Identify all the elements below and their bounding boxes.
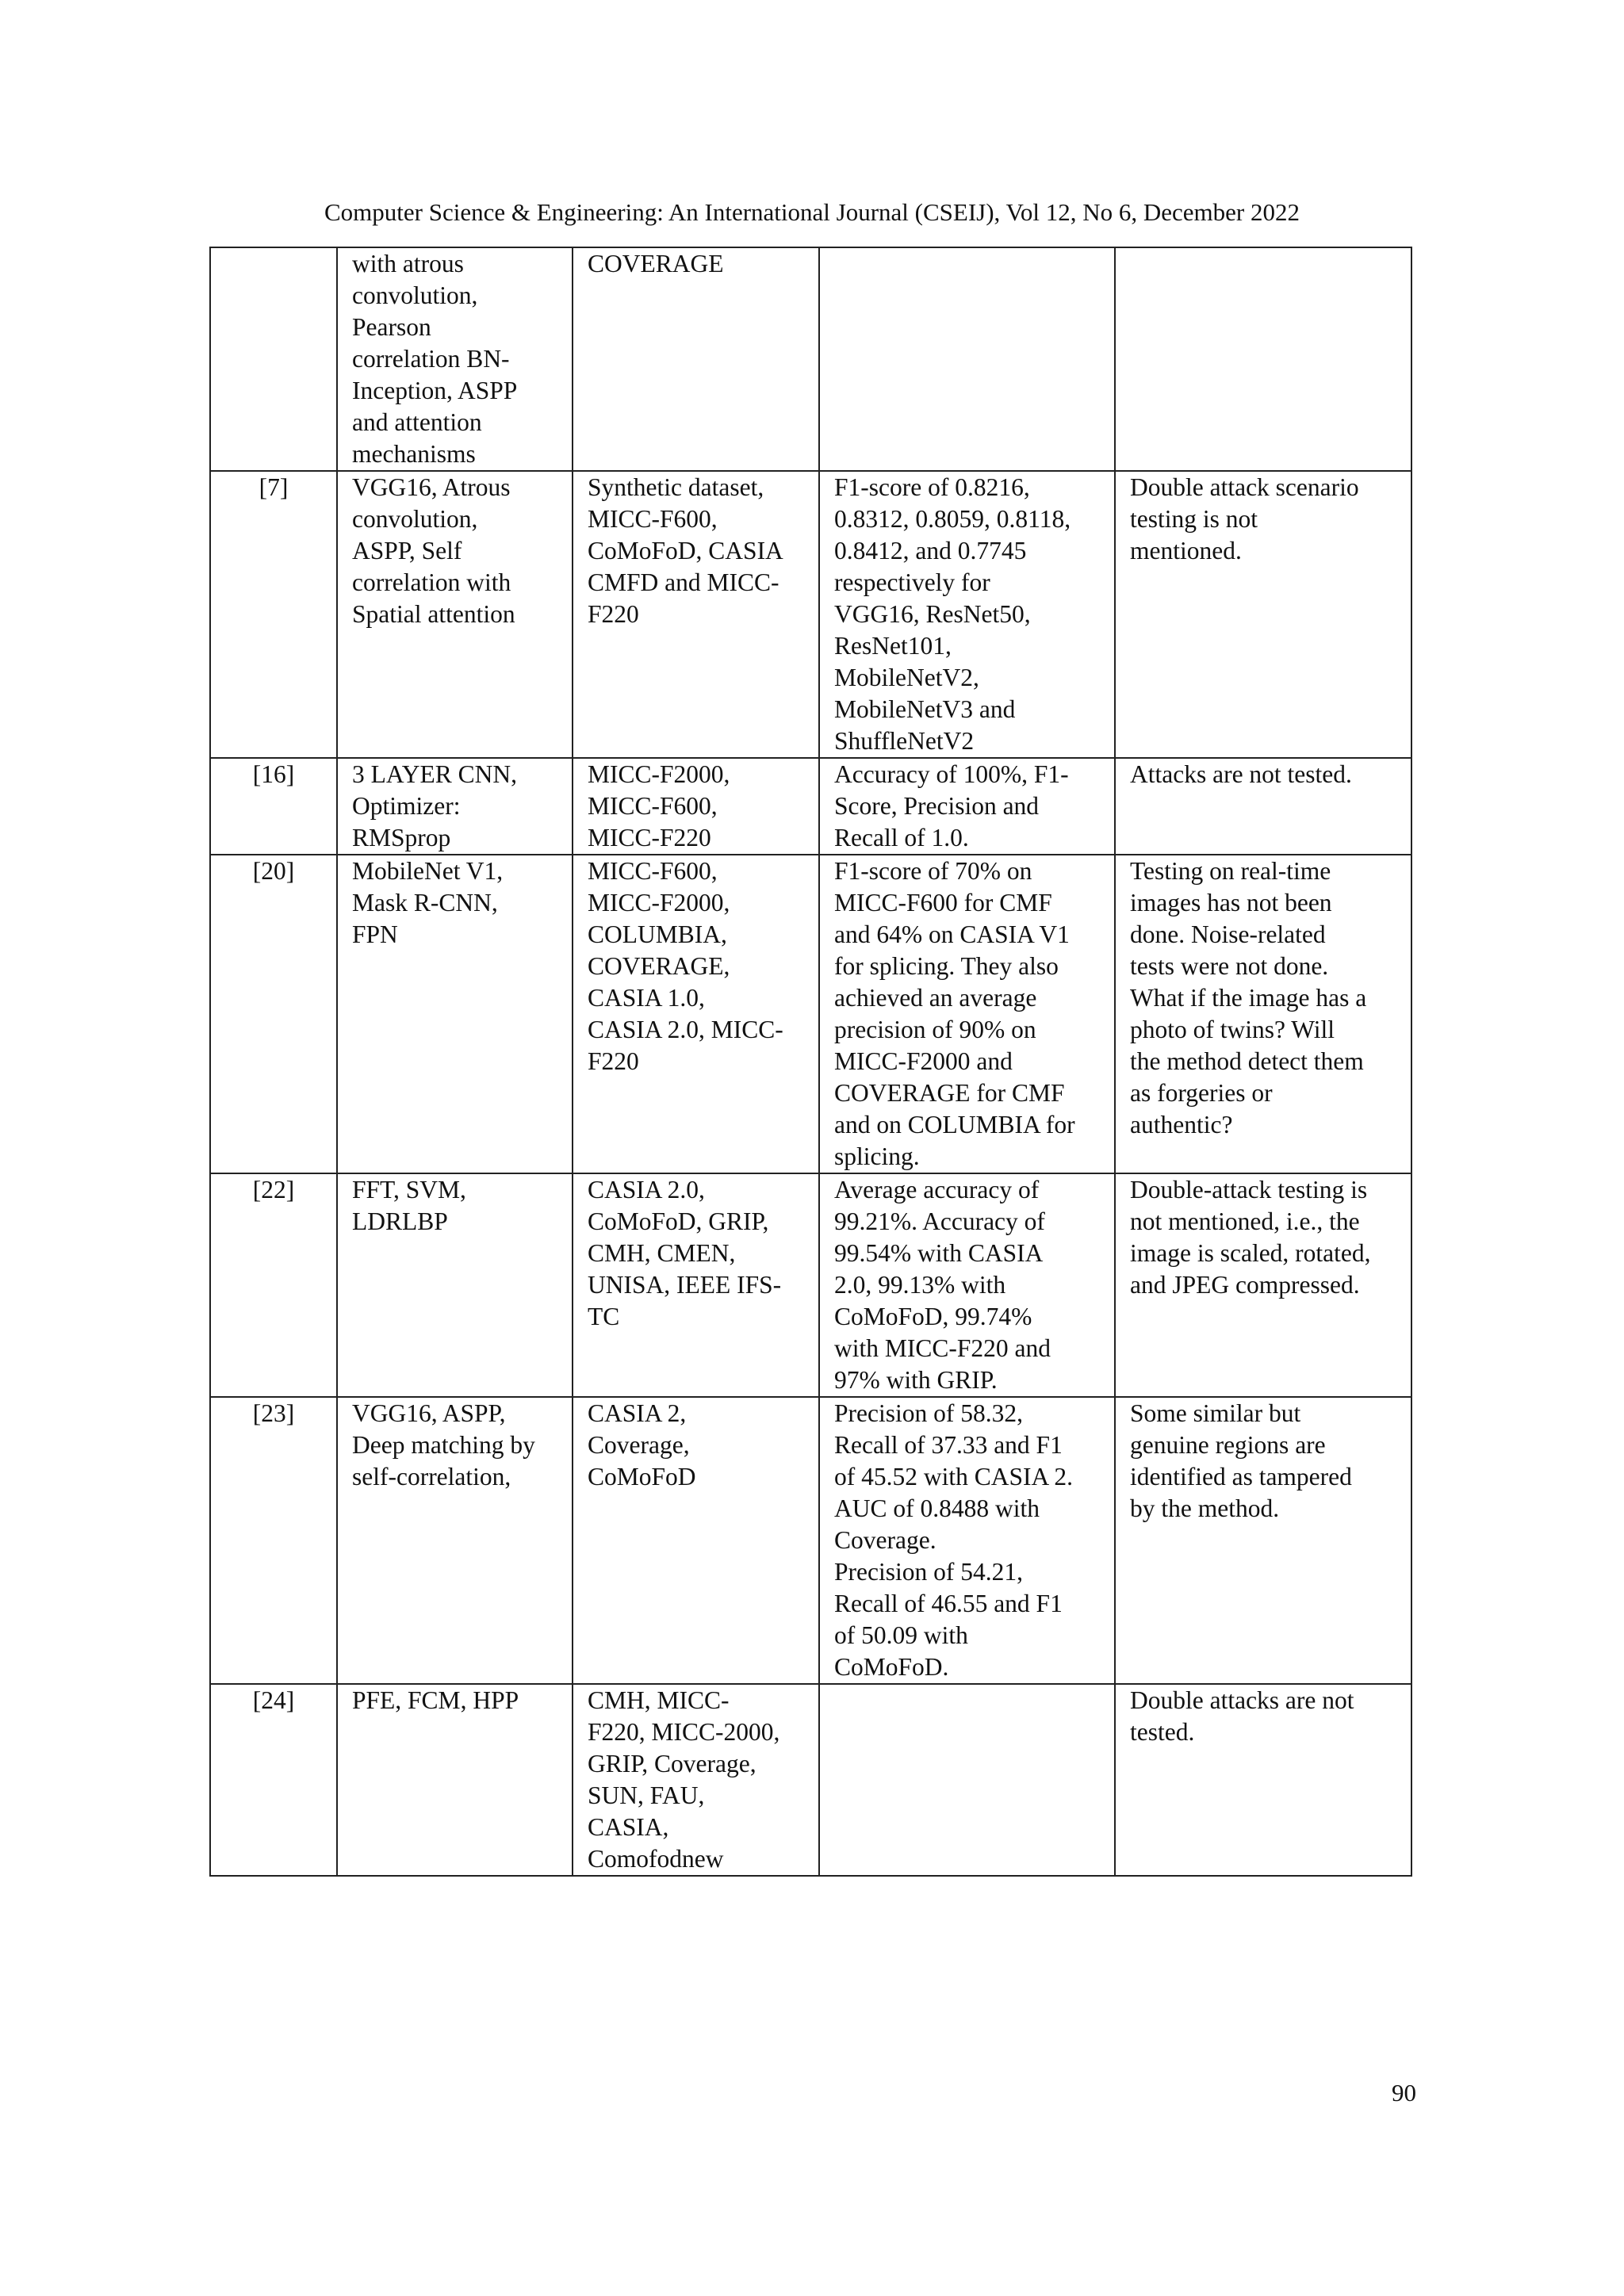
results-cell bbox=[819, 1684, 1115, 1876]
results-cell: Precision of 58.32, Recall of 37.33 and F1 of 45.52 with CASIA 2. AUC of 0.8488 with Coverage. Precision of 54.21, Recall of 46.55 and F1 of 50.09 with CoMoFoD. bbox=[819, 1397, 1115, 1684]
table-row bbox=[210, 1684, 1411, 1876]
page-number: 90 bbox=[1392, 2079, 1416, 2107]
method-cell: MobileNet V1, Mask R-CNN, FPN bbox=[337, 855, 573, 1173]
reference-cell: [16] bbox=[210, 758, 337, 855]
datasets-cell: MICC-F2000, MICC-F600, MICC-F220 bbox=[573, 758, 819, 855]
limitations-cell: Attacks are not tested. bbox=[1115, 758, 1411, 855]
results-cell: F1-score of 0.8216, 0.8312, 0.8059, 0.8118, 0.8412, and 0.7745 respectively for VGG16, ResNet50, ResNet101, MobileNetV2, MobileNetV3 and ShuffleNetV2 bbox=[819, 471, 1115, 758]
table-row bbox=[210, 1397, 1411, 1684]
table-row bbox=[210, 471, 1411, 758]
limitations-cell: Double attacks are not tested. bbox=[1115, 1684, 1411, 1876]
reference-cell: [24] bbox=[210, 1684, 337, 1876]
table-row bbox=[210, 247, 1411, 471]
literature-comparison-table bbox=[209, 247, 1412, 1877]
datasets-cell: CASIA 2.0, CoMoFoD, GRIP, CMH, CMEN, UNISA, IEEE IFS- TC bbox=[573, 1173, 819, 1397]
reference-cell: [7] bbox=[210, 471, 337, 758]
running-header: Computer Science & Engineering: An International Journal (CSEIJ), Vol 12, No 6, December 2022 bbox=[324, 198, 1300, 226]
datasets-cell: Synthetic dataset, MICC-F600, CoMoFoD, CASIA CMFD and MICC- F220 bbox=[573, 471, 819, 758]
limitations-cell: Some similar but genuine regions are identified as tampered by the method. bbox=[1115, 1397, 1411, 1684]
reference-cell: [23] bbox=[210, 1397, 337, 1684]
limitations-cell: Testing on real-time images has not been done. Noise-related tests were not done. What if the image has a photo of twins? Will the method detect them as forgeries or authentic? bbox=[1115, 855, 1411, 1173]
limitations-cell bbox=[1115, 247, 1411, 471]
method-cell: with atrous convolution, Pearson correlation BN- Inception, ASPP and attention mechanisms bbox=[337, 247, 573, 471]
reference-cell bbox=[210, 247, 337, 471]
method-cell: VGG16, Atrous convolution, ASPP, Self correlation with Spatial attention bbox=[337, 471, 573, 758]
limitations-cell: Double attack scenario testing is not mentioned. bbox=[1115, 471, 1411, 758]
table-row bbox=[210, 855, 1411, 1173]
results-cell: F1-score of 70% on MICC-F600 for CMF and 64% on CASIA V1 for splicing. They also achieved an average precision of 90% on MICC-F2000 and COVERAGE for CMF and on COLUMBIA for splicing. bbox=[819, 855, 1115, 1173]
results-cell: Average accuracy of 99.21%. Accuracy of 99.54% with CASIA 2.0, 99.13% with CoMoFoD, 99.74% with MICC-F220 and 97% with GRIP. bbox=[819, 1173, 1115, 1397]
datasets-cell: MICC-F600, MICC-F2000, COLUMBIA, COVERAGE, CASIA 1.0, CASIA 2.0, MICC- F220 bbox=[573, 855, 819, 1173]
results-cell: Accuracy of 100%, F1- Score, Precision and Recall of 1.0. bbox=[819, 758, 1115, 855]
limitations-cell: Double-attack testing is not mentioned, i.e., the image is scaled, rotated, and JPEG compressed. bbox=[1115, 1173, 1411, 1397]
table-row bbox=[210, 758, 1411, 855]
method-cell: PFE, FCM, HPP bbox=[337, 1684, 573, 1876]
reference-cell: [22] bbox=[210, 1173, 337, 1397]
reference-cell: [20] bbox=[210, 855, 337, 1173]
table-row bbox=[210, 1173, 1411, 1397]
datasets-cell: COVERAGE bbox=[573, 247, 819, 471]
datasets-cell: CASIA 2, Coverage, CoMoFoD bbox=[573, 1397, 819, 1684]
method-cell: FFT, SVM, LDRLBP bbox=[337, 1173, 573, 1397]
method-cell: VGG16, ASPP, Deep matching by self-correlation, bbox=[337, 1397, 573, 1684]
method-cell: 3 LAYER CNN, Optimizer: RMSprop bbox=[337, 758, 573, 855]
literature-comparison-table-container bbox=[209, 247, 1412, 1877]
results-cell bbox=[819, 247, 1115, 471]
datasets-cell: CMH, MICC- F220, MICC-2000, GRIP, Coverage, SUN, FAU, CASIA, Comofodnew bbox=[573, 1684, 819, 1876]
